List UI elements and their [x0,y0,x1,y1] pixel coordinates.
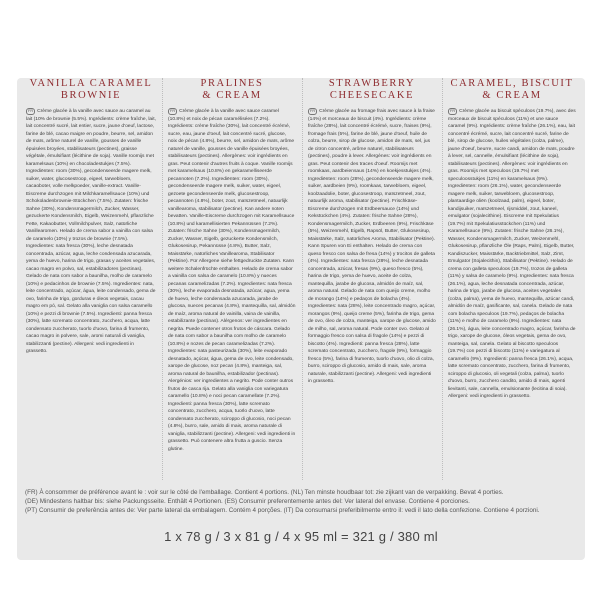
language-flag-icon: FR [310,109,316,113]
language-flag-icon: FR [28,109,34,113]
column-divider [162,78,163,480]
flavour-columns [23,78,579,480]
language-flag-icon: FR [170,109,176,113]
language-flag-icon: FR [450,109,456,113]
flavour-title-line2: BROWNIE [60,90,122,101]
ingredient-text [305,108,439,386]
flavour-title [165,78,299,104]
flavour-title [305,78,439,104]
ingredient-text [23,108,159,356]
flavour-title-line1: VANILLA CARAMEL [29,78,153,89]
net-quantity: 1 x 78 g / 3 x 81 g / 4 x 95 ml = 321 g / 380 ml [164,529,438,544]
ingredient-paragraph: Crème glacée au biscuit spéculoos (19.7%), avec des morceaux de biscuit spéculoos (11%) et une sauce caramel (9%). Ingrédients: crème fraîche (26.1%), eau, lait concentré écrémé, sucre, lait concentré sucré, farine de blé, sirop de glucose, huiles végétales (colza, palme), jaune d'oeuf, beurre, sucre candi, amidon de maïs, poudre à lever, sel, cannelle, émulsifiant (lécithine de soja), stabilisateurs (pectines). Allergènes: voir ingrédients en gras. Roomijs met speculoos (19.7%) met speculoosstukjes (11%) en karamelsaus (9%). Ingrediënten: room (26.1%), water, gecondenseerde magere melk, suiker, tarwebloem, glucosestroop, plantaardige oliën (koolzaad, palm), eigeel, boter, kandijsuiker, maïszetmeel, rijsmiddel, zout, kaneel, emulgator (sojalecithine). Eiscreme mit Spekulatius (19.7%) mit Spekulatiusstückchen (11%) und Karamellsauce (9%). Zutaten: frische Sahne (26.1%), Wasser, Kondensmagermilch, Zucker, Weizenmehl, Glukosesirup, pflanzliche Öle (Raps, Palm), Eigelb, Butter, Kandiszucker, Maisstärke, Backtriebmittel, Salz, Zimt, Emulgator (Sojalecithin), Stabilisator (Pektine). Helado de crema con galleta speculoos (19.7%), trozos de galleta (11%) y salsa de caramelo (9%). Ingredientes: nata fresca (26.1%), agua, leche desnatada concentrada, azúcar, harina de trigo, jarabe de glucosa, aceites vegetales (colza, palma), yema de huevo, mantequilla, azúcar candi, almidón de maíz, gasificante, sal, canela. Gelado de nata com bolacha speculoos (19.7%), pedaços de bolacha (11%) e molho de caramelo (9%). Ingredientes: nata (26.1%), água, leite concentrado magro, açúcar, farinha de trigo, xarope de glucose, óleos vegetais, gema de ovo, manteiga, sal, canela. Gelato al biscotto speculoos (19.7%) con pezzi di biscotto (11%) e variegatura al caramello (9%). Ingredienti: panna fresca (26.1%), acqua, latte scremato concentrato, zucchero, farina di frumento, sciroppo di glucosio, oli vegetali (colza, palma), tuorlo d'uovo, burro, zucchero candito, amido di mais, agenti lievitanti, sale, cannella, emulsionante (lecitina di soia). Allergeni: vedi ingredienti in grassetto. [448,109,576,399]
flavour-title-line1: CARAMEL, BISCUIT [450,78,574,89]
column-caramel-biscuit-cream [445,78,579,480]
notice-line: (PT) Consumir de preferência antes de: Ver parte lateral da embalagem. Contém 4 porções. (IT) Da consumarsi preferibilmente entro il: vedi il lato della confezione. Contiene 4 porzioni. [25,507,540,514]
column-divider [442,78,443,480]
column-pralines-cream [165,78,299,480]
flavour-title [23,78,159,104]
packaging-back-panel [17,78,585,560]
column-vanilla-caramel-brownie [23,78,159,480]
notice-line: (DE) Mindestens haltbar bis: siehe Packungsseite. Enthält 4 Portionen. (ES) Consumir preferentemente antes del: Ver lateral del envase. Contiene 4 porciones. [25,498,470,505]
column-divider [302,78,303,480]
ingredient-paragraph: Crème glacée à la vanille avec sauce caramel (10.8%) et noix de pécan caramélisées (7.2%). Ingrédients: crème fraîche (30%), lait concentré écrémé, sucre, eau, jaune d'oeuf, lait concentré sucré, glucose, noix de pécan (4.8%), beurre, sel, amidon de maïs, arôme naturel de vanille, gousses de vanille épuisées broyées, stabilisateurs (pectines). Allergènes: voir ingrédients en gras. Peut contenir d'autres fruits à coque. Vanille roomijs met karamelsaus (10.8%) en gekaramelliseerde pecannoten (7.2%). Ingrediënten: room (30%), gecondenseerde magere melk, suiker, water, eigeel, gezoete gecondenseerde melk, glucosestroop, pecannoten (4.8%), boter, zout, maïszetmeel, natuurlijk vanillearoma, stabilisator (pectine). Kan andere noten bevatten. Vanille-Eiscreme durchzogen mit Karamellsauce (10.8%) und karamellisierten Pekannüssen (7.2%). Zutaten: frische Sahne (30%), Kondensmagermilch, Zucker, Wasser, Eigelb, gezuckerte Kondensmilch, Glukosesirup, Pekannüsse (4.8%), Butter, Salz, Maisstärke, natürliches Vanillearoma, Stabilisator (Pektine). Für Allergene siehe fettgedruckte Zutaten. Kann weitere Schalenfrüchte enthalten. Helado de crema sabor a vainilla con salsa de caramelo (10.8%) y nueces pecanas caramelizadas (7.2%). Ingredientes: nata fresca (30%), leche evaporada desnatada, azúcar, agua, yema de huevo, leche condensada azucarada, jarabe de glucosa, nueces pecanas (4.8%), mantequilla, sal, almidón de maíz, aroma natural de vainilla, vaina de vainilla, estabilizante (pectinas). Alérgenos: ver ingredientes en negrita. Puede contener otros frutos de cáscara. Gelado de nata com sabor a baunilha com molho de caramelo (10.8%) e nozes de pecan caramelizadas (7.2%). Ingredientes: nata pasteurizada (30%), leite evaporado desnatado, açúcar, água, gema de ovo, leite condensado, xarope de glucose, noz pecan (4.8%), manteiga, sal, aroma natural de baunilha, estabilizador (pectinas). Alergénios: ver ingredientes a negrito. Pode conter outros frutos de casca rija. Gelato alla vaniglia con variegatura caramello (10.8%) e noci pecan caramellate (7.2%). Ingredienti: panna fresca (30%), latte scremato concentrato, zucchero, acqua, tuorlo d'uovo, latte condensato zuccherato, sciroppo di glucosio, noci pecan (4.8%), burro, sale, amido di mais, aroma naturale di vaniglia, stabilizzanti (pectine). Allergeni: vedi ingredienti in grassetto. Può contenere altra frutta a guscio. Senza glutine. [168,109,296,452]
best-before-notice [25,488,577,528]
flavour-title [445,78,579,104]
flavour-title-line2: & CREAM [482,90,542,101]
ingredient-paragraph: Crème glacée au fromage frais avec sauce à la fraise (14%) et morceaux de biscuit (4%). Ingrédients: crème fraîche (28%), lait concentré écrémé, sucre, fraises (9%), fromage frais (5%), farine de blé, jaune d'oeuf, huile de colza, beurre, sirop de glucose, amidon de maïs, sel, jus de citron concentré, arôme naturel, stabilisateurs (pectines), poudre à lever. Allergènes: voir ingrédients en gras. Peut contenir des traces d'oeuf. Roomijs met roomkaas, aardbeiensaus (14%) en koekjesstukjes (4%). Ingrediënten: room (28%), gecondenseerde magere melk, suiker, aardbeien (9%), roomkaas, tarwebloem, eigeel, koolzaadolie, boter, glucosestroop, maïszetmeel, zout, natuurlijk aroma, stabilisator (pectine). Frischkäse-Eiscreme durchzogen mit Erdbeersauce (14%) und Kekstückchen (4%). Zutaten: frische Sahne (28%), Kondensmagermilch, Zucker, Erdbeeren (9%), Frischkäse (5%), Weizenmehl, Eigelb, Rapsöl, Butter, Glukosesirup, Maisstärke, Salz, natürliches Aroma, Stabilisator (Pektine). Kann Spuren von Ei enthalten. Helado de crema con queso fresco con salsa de fresa (14%) y trocitos de galleta (4%). Ingredientes: nata fresca (28%), leche desnatada concentrada, azúcar, fresas (9%), queso fresco (5%), harina de trigo, yema de huevo, aceite de colza, mantequilla, jarabe de glucosa, almidón de maíz, sal, aroma natural. Gelado de nata com queijo creme, molho de morango (14%) e pedaços de bolacha (4%). Ingredientes: nata (28%), leite concentrado magro, açúcar, morangos (9%), queijo creme (5%), farinha de trigo, gema de ovo, óleo de colza, manteiga, xarope de glucose, amido de milho, sal, aroma natural. Pode conter ovo. Gelato al formaggio fresco con salsa di fragole (14%) e pezzi di biscotto (4%). Ingredienti: panna fresca (28%), latte scremato concentrato, zucchero, fragole (9%), formaggio fresco (5%), farina di frumento, tuorlo d'uovo, olio di colza, burro, sciroppo di glucosio, amido di mais, sale, aroma naturale, stabilizzanti (pectine). Allergeni: vedi ingredienti in grassetto. [308,109,436,384]
ingredient-text [165,108,299,453]
flavour-title-line2: & CREAM [202,90,262,101]
flavour-title-line1: STRAWBERRY [328,78,416,89]
ingredient-paragraph: Crème glacée à la vanille avec sauce au caramel au lait (10% de brownie (5.5%). Ingrédients: crème fraîche, lait, lait concentré sucré, lait entier, sucre, jaune d'oeuf, lactose, farine de blé, cacao maigre en poudre, beurre, sel, amidon de maïs, arôme naturel de vanille, gousses de vanille épuisées broyées, stabilisateurs (pectines), graisse végétale, émulsifiant (lécithine de soja). Vanille roomijs met karamelsaus (10%) en chocoladestukjes (7.5%). Ingrediënten: room (30%), gecondenseerde magere melk, suiker, water, glucosestroop, eigeel, tarwebloem, cacaoboter, volle melkpoeder, vanille-extract. Vanille-Eiscreme durchzogen mit Milchkaramellsauce (10%) und Schokoladenbrownie-Stückchen (7.5%). Zutaten: frische Sahne (30%), Kondensmagermilch, Zucker, Wasser, gezuckerte Kondensmilch, Eigelb, Weizenmehl, pflanzliche Fette, Kakaobutter, Vollmilchpulver, Salz, natürliche Vanillearomen. Helado de crema sabor a vainilla con salsa de caramelo (10%) y trozos de brownie (7.5%). Ingredientes: nata fresca (30%), leche desnatada concentrada, azúcar, agua, leche condensada azucarada, yema de huevo, harina de trigo, grasas y aceites vegetales, cacao magro en polvo, sal, estabilizadores (pectinas). Gelado de nata com sabor a baunilha, molho de caramelo (10%) e pedacinhos de brownie (7.5%). Ingredientes: nata, leite concentrado, açúcar, água, leite condensado, gema de ovo, farinha de trigo, gorduras e óleos vegetais, cacau magro em pó, sal. Gelato alla vaniglia con salsa caramello (10%) e pezzi di brownie (7.5%). Ingredienti: panna fresca (30%), latte scremato concentrato, zucchero, acqua, latte condensato zuccherato, tuorlo d'uovo, farina di frumento, cacao magro in polvere, sale, aromi naturali di vaniglia, stabilizzanti (pectine). Allergeni: vedi ingredienti in grassetto. [26,109,156,354]
ingredient-text [445,108,579,401]
flavour-title-line2: CHEESECAKE [329,90,415,101]
notice-line: (FR) À consommer de préférence avant le : voir sur le côté de l'emballage. Contient 4 portions. (NL) Ten minste houdbaar tot: zie zijkant van de verpakking. Bevat 4 porties. [25,489,504,496]
column-strawberry-cheesecake [305,78,439,480]
flavour-title-line1: PRALINES [200,78,264,89]
